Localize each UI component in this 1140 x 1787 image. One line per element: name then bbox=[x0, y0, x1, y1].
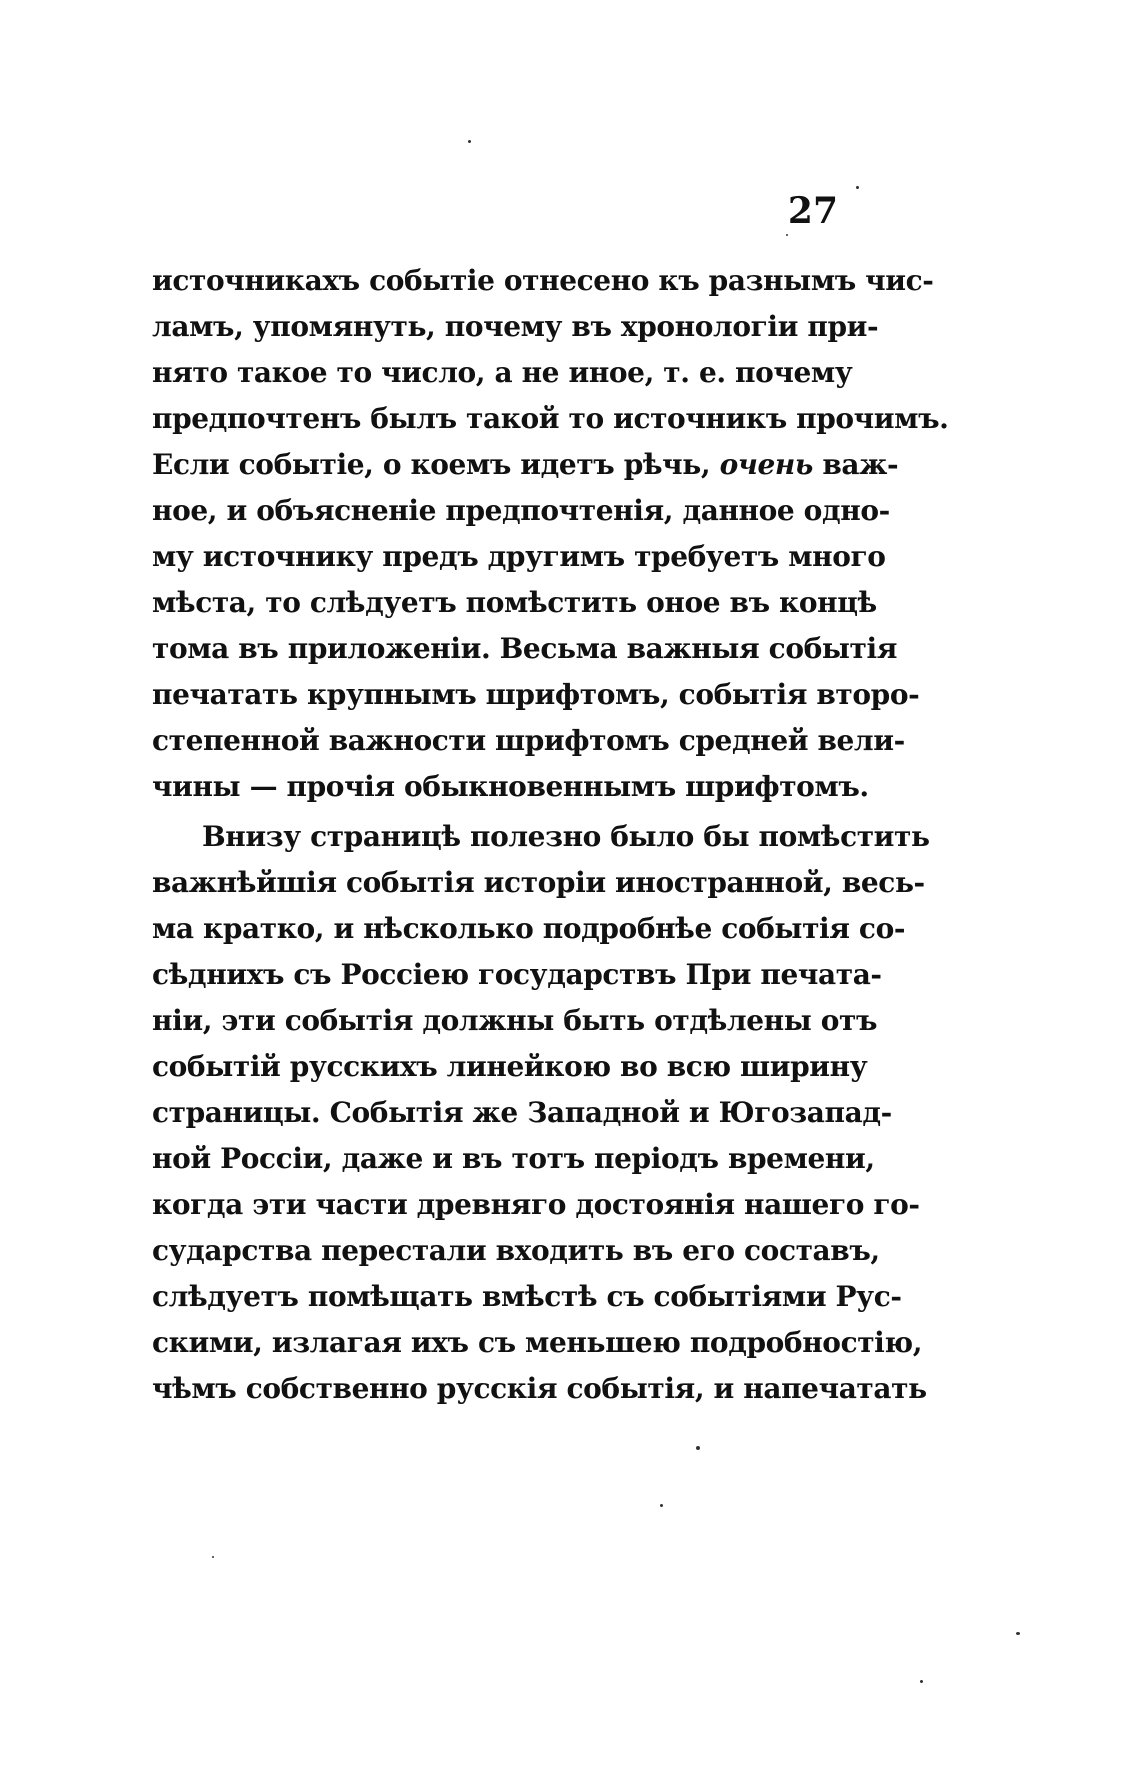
text-line: когда эти части древняго достоянія нашего го- bbox=[152, 1188, 920, 1221]
scan-speck bbox=[1016, 1632, 1020, 1635]
scan-speck bbox=[660, 1504, 663, 1507]
text-line: источникахъ событіе отнесено къ разнымъ чис- bbox=[152, 264, 934, 297]
text-line: Внизу страницѣ полезно было бы помѣстить bbox=[202, 820, 930, 853]
scan-speck bbox=[856, 186, 859, 189]
scan-speck bbox=[212, 1556, 214, 1558]
text-line: сѣднихъ съ Россіею государствъ При печата- bbox=[152, 958, 882, 991]
text-line: печатать крупнымъ шрифтомъ, событія второ- bbox=[152, 678, 920, 711]
text-line: му источнику предъ другимъ требуетъ много bbox=[152, 540, 886, 573]
paragraph bbox=[152, 258, 949, 810]
text-line: событій русскихъ линейкою во всю ширину bbox=[152, 1050, 868, 1083]
text-line: Если событіе, о коемъ идетъ рѣчь, очень важ- bbox=[152, 448, 899, 481]
text-line: степенной важности шрифтомъ средней вели- bbox=[152, 724, 905, 757]
text-line: слѣдуетъ помѣщать вмѣстѣ съ событіями Рус- bbox=[152, 1280, 902, 1313]
text-line: скими, излагая ихъ съ меньшею подробностію, bbox=[152, 1326, 923, 1359]
scan-speck bbox=[696, 1446, 700, 1450]
body-text bbox=[152, 258, 949, 1412]
text-line: ніи, эти событія должны быть отдѣлены отъ bbox=[152, 1004, 878, 1037]
text-line: мѣста, то слѣдуетъ помѣстить оное въ концѣ bbox=[152, 586, 877, 619]
text-line: ной Россіи, даже и въ тотъ періодъ времени, bbox=[152, 1142, 875, 1175]
scan-speck bbox=[786, 234, 788, 236]
text-line: ма кратко, и нѣсколько подробнѣе событія со- bbox=[152, 912, 906, 945]
page-number: 27 bbox=[787, 190, 838, 232]
text-line: предпочтенъ былъ такой то источникъ прочимъ. bbox=[152, 402, 949, 435]
paragraph bbox=[152, 814, 930, 1412]
text-line: ламъ, упомянуть, почему въ хронологіи при- bbox=[152, 310, 879, 343]
text-line: чѣмъ собственно русскія событія, и напечатать bbox=[152, 1372, 927, 1405]
text-line: чины — прочія обыкновеннымъ шрифтомъ. bbox=[152, 770, 869, 803]
emphasis: очень bbox=[719, 448, 813, 481]
scan-speck bbox=[920, 1680, 923, 1683]
text-line: тома въ приложеніи. Весьма важныя событія bbox=[152, 632, 898, 665]
text-line: нято такое то число, а не иное, т. е. почему bbox=[152, 356, 853, 389]
text-line: ное, и объясненіе предпочтенія, данное одно- bbox=[152, 494, 890, 527]
text-line: страницы. Событія же Западной и Югозапад- bbox=[152, 1096, 892, 1129]
scan-speck bbox=[468, 140, 471, 143]
text-line: важнѣйшія событія исторіи иностранной, весь- bbox=[152, 866, 925, 899]
text-line: сударства перестали входить въ его составъ, bbox=[152, 1234, 880, 1267]
